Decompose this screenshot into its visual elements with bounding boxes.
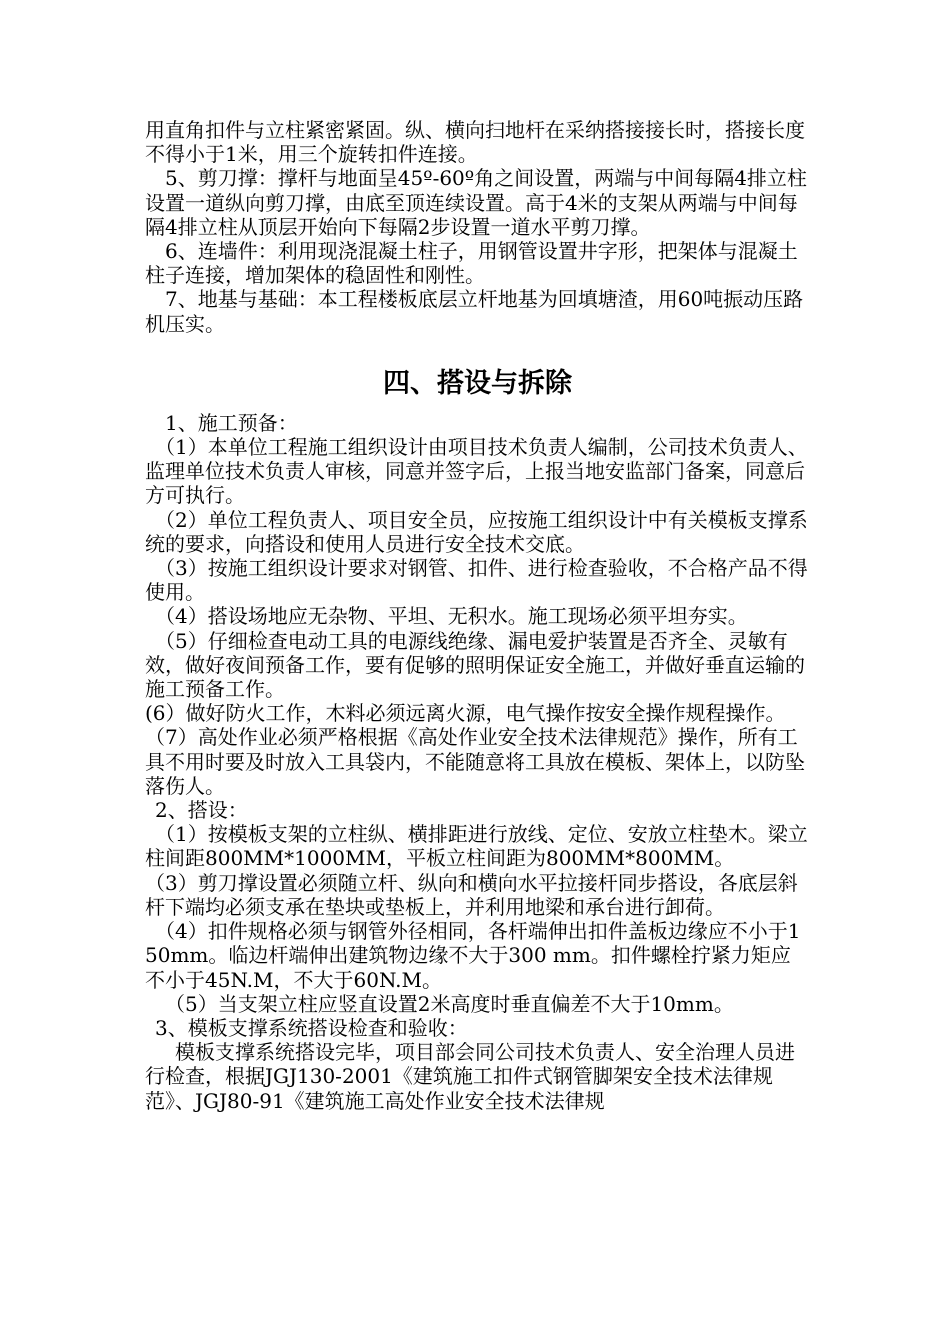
paragraph-wall-tie: 6、连墙件：利用现浇混凝土柱子，用钢管设置井字形，把架体与混凝土柱子连接，增加架体的稳固性和刚性。: [145, 239, 798, 288]
paragraph-erection-1: （1）按模板支架的立柱纵、横排距进行放线、定位、安放立柱垫木。梁立柱间距800MM*1000MM，平板立柱间距为800MM*800MM。: [145, 822, 808, 871]
document-page: [145, 118, 810, 1113]
paragraph-prep-5: （5）仔细检查电动工具的电源线绝缘、漏电爱护装置是否齐全、灵敏有效，做好夜间预备工作，要有促够的照明保证安全施工，并做好垂直运输的施工预备工作。: [145, 628, 805, 702]
paragraph-prep-6: (6）做好防火工作，木料必须远离火源，电气操作按安全操作规程操作。: [145, 701, 786, 726]
paragraph-prep-1: （1）本单位工程施工组织设计由项目技术负责人编制，公司技术负责人、监理单位技术负责人审核，同意并签字后，上报当地安监部门备案，同意后方可执行。: [145, 435, 808, 508]
paragraph-prep-2: （2）单位工程负责人、项目安全员，应按施工组织设计中有关模板支撑系统的要求，向搭设和使用人员进行安全技术交底。: [145, 507, 808, 556]
paragraph-erection-5: （5）当支架立柱应竖直设置2米高度时垂直偏差不大于10mm。: [165, 991, 734, 1016]
paragraph-inspection-1: 模板支撑系统搭设完毕，项目部会同公司技术负责人、安全治理人员进行检查，根据JGJ130-2001《建筑施工扣件式钢管脚架安全技术法律规范》、JGJ80-91《建筑施工高处作业安全技术法律规: [145, 1040, 795, 1113]
subsection-title-preparation: 1、施工预备：: [165, 410, 298, 435]
paragraph-prep-3: （3）按施工组织设计要求对钢管、扣件、进行检查验收，不合格产品不得使用。: [145, 556, 808, 605]
subsection-title-inspection: 3、模板支撑系统搭设检查和验收：: [155, 1015, 468, 1040]
paragraph-prep-7: （7）高处作业必须严格根据《高处作业安全技术法律规范》操作，所有工具不用时要及时放入工具袋内，不能随意将工具放在模板、架体上，以防坠落伤人。: [145, 725, 805, 798]
paragraph-foundation: 7、地基与基础：本工程楼板底层立杆地基为回填塘渣，用60吨振动压路机压实。: [145, 287, 804, 336]
paragraph-erection-3: （3）剪刀撑设置必须随立杆、纵向和横向水平拉接杆同步搭设，各底层斜杆下端均必须支承在垫块或垫板上，并利用地梁和承台进行卸荷。: [145, 870, 798, 919]
paragraph-prep-4: （4）搭设场地应无杂物、平坦、无积水。施工现场必须平坦夯实。: [155, 604, 748, 629]
paragraph-crossbar-fastening: 用直角扣件与立柱紧密紧固。纵、横向扫地杆在采纳搭接接长时，搭接长度不得小于1米，用三个旋转扣件连接。: [145, 118, 805, 167]
paragraph-scissor-brace: 5、剪刀撑：撑杆与地面呈45º-60º角之间设置，两端与中间每隔4排立柱设置一道纵向剪刀撑，由底至顶连续设置。高于4米的支架从两端与中间每隔4排立柱从顶层开始向下每隔2步设置一道水平剪刀撑。: [145, 166, 807, 239]
section-heading: 四、搭设与拆除: [383, 367, 572, 399]
paragraph-erection-4: （4）扣件规格必须与钢管外径相同，各杆端伸出扣件盖板边缘应不小于150mm。临边杆端伸出建筑物边缘不大于300 mm。扣件螺栓拧紧力矩应不小于45N.M，不大于60N.M。: [145, 919, 801, 992]
subsection-title-erection: 2、搭设：: [155, 798, 248, 823]
